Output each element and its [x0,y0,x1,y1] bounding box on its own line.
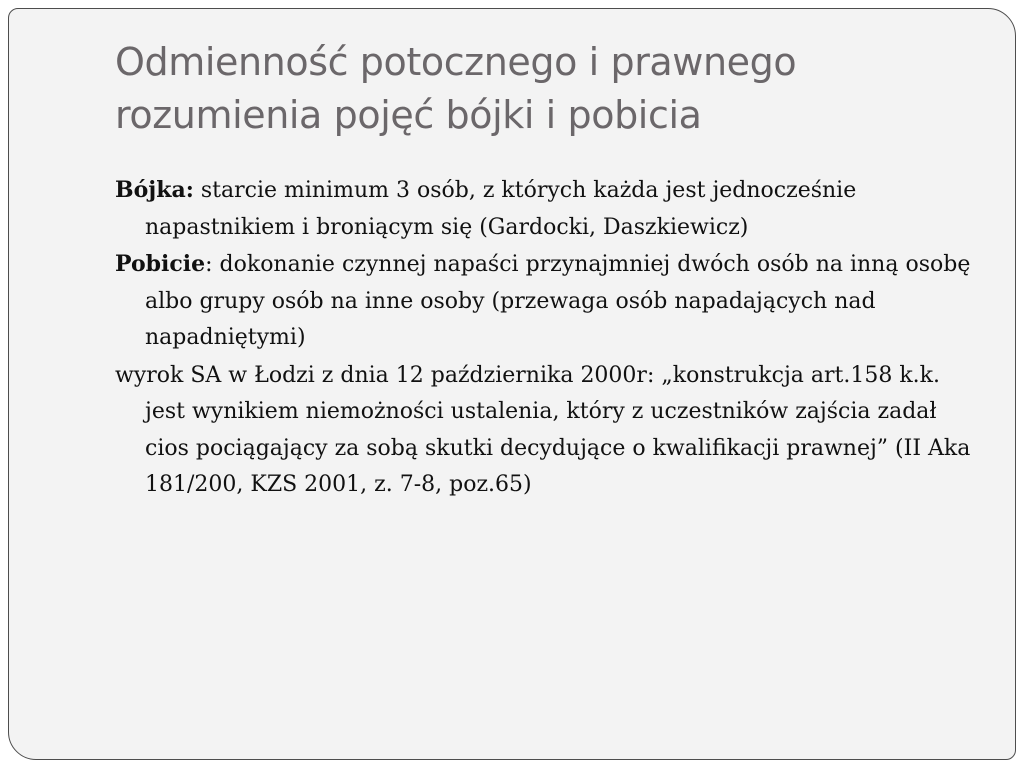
paragraph-bojka [115,172,975,246]
term-bojka: Bójka: [115,177,194,203]
judgment-text: wyrok SA w Łodzi z dnia 12 października 2000r: „konstrukcja art.158 k.k. jest wynikiem niemożności ustalenia, który z uczestników zajścia zadał cios pociągający za sobą skutki decydujące o kwalifikacji prawnej” (II Aka 181/200, KZS 2001, z. 7-8, poz.65) [115,362,971,497]
definition-bojka: starcie minimum 3 osób, z których każda jest jednocześnie napastnikiem i broniącym się (Gardocki, Daszkiewicz) [145,178,857,240]
term-pobicie: Pobicie [115,251,206,277]
paragraph-wyrok [115,357,975,504]
slide [8,8,1016,760]
definition-pobicie: : dokonanie czynnej napaści przynajmniej dwóch osób na inną osobę albo grupy osób na inne osoby (przewaga osób napadających nad napadniętymi) [145,252,971,350]
slide-title: Odmienność potocznego i prawnego rozumienia pojęć bójki i pobicia [115,40,797,137]
paragraph-pobicie [115,246,975,357]
slide-body [115,172,975,504]
